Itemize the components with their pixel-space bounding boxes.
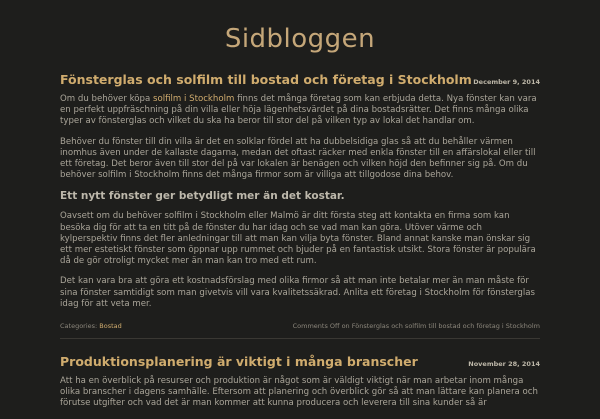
paragraph-text: finns det många företag som kan erbjuda detta. Nya fönster kan vara en perfekt uppfräschning på din villa eller höja lägenhetsvärdet på dina bostadsrätter. Det finns många olika typer av fönsterglas och vilket du ska ha beror till stor del på vilken typ av lokal det handlar om. xyxy=(60,94,537,127)
post-date: December 9, 2014 xyxy=(473,78,540,86)
post-header xyxy=(60,72,540,87)
paragraph-text: Om du behöver köpa xyxy=(60,94,153,104)
post-2 xyxy=(60,354,540,410)
post-1 xyxy=(60,72,540,339)
post-footer xyxy=(60,319,540,339)
site-title[interactable]: Sidbloggen xyxy=(224,24,376,54)
solfilm-stockholm-link[interactable]: solfilm i Stockholm xyxy=(152,94,235,104)
post-date: November 28, 2014 xyxy=(468,360,540,369)
categories xyxy=(60,322,122,330)
post-paragraph: Att ha en överblick på resurser och produktion är något som är väldigt viktigt när man arbetar inom många olika branscher i dagens samhälle. Eftersom att planering och överblick gör så att man lättare kan planera och förutse utgifter och vad det är man kommer att kunna producera och leverera till sina kunder så är xyxy=(60,376,538,409)
category-link[interactable]: Bostad xyxy=(99,322,122,331)
post-paragraph: Det kan vara bra att göra ett kostnadsförslag med olika firmor så att man inte betalar mer än man måste för sina fönster samtidigt som man givetvis vill vara kvalitetssäkrad. Anlita ett företag i Stockholm för fönsterglas idag för att veta mer. xyxy=(60,276,535,309)
post-title-link[interactable]: Produktionsplanering är viktigt i många branscher xyxy=(60,354,418,370)
comments-status: Comments Off on Fönsterglas och solfilm till bostad och företag i Stockholm xyxy=(292,322,540,331)
post-title-link[interactable]: Fönsterglas och solfilm till bostad och företag i Stockholm xyxy=(60,72,472,87)
post-subheading: Ett nytt fönster ger betydligt mer än det kostar. xyxy=(60,190,345,203)
post-paragraph xyxy=(60,94,540,128)
post-header xyxy=(60,354,540,369)
content-area xyxy=(60,72,540,419)
categories-label: Categories: xyxy=(60,322,100,331)
post-paragraph: Oavsett om du behöver solfilm i Stockholm eller Malmö är ditt första steg att kontakta en firma som kan besöka dig för att ta en titt på de fönster du har idag och se vad man kan göra. Utöver värme och kylperspektiv finns det fler anledningar till att man kan vilja byta fönster. Bland annat kanske man önskar sig ett mer estetiskt fönster som öppnar upp rummet och bjuder på en fantastisk utsikt. Stora fönster är populära då de gör otroligt mycket mer än man kan tro med ett rum. xyxy=(60,211,536,267)
post-paragraph: Behöver du fönster till din villa är det en solklar fördel att ha dubbelsidiga glas så att du behåller värmen inomhus även under de kallaste dagarna, medan det oftast räcker med enkla fönster till en affärslokal eller till ett företag. Det beror även till stor del på var lokalen är benägen och vilken höjd den befinner sig på. Om du behöver solfilm i Stockholm finns det många firmor som är villiga att tillgodose dina behov. xyxy=(60,136,536,181)
